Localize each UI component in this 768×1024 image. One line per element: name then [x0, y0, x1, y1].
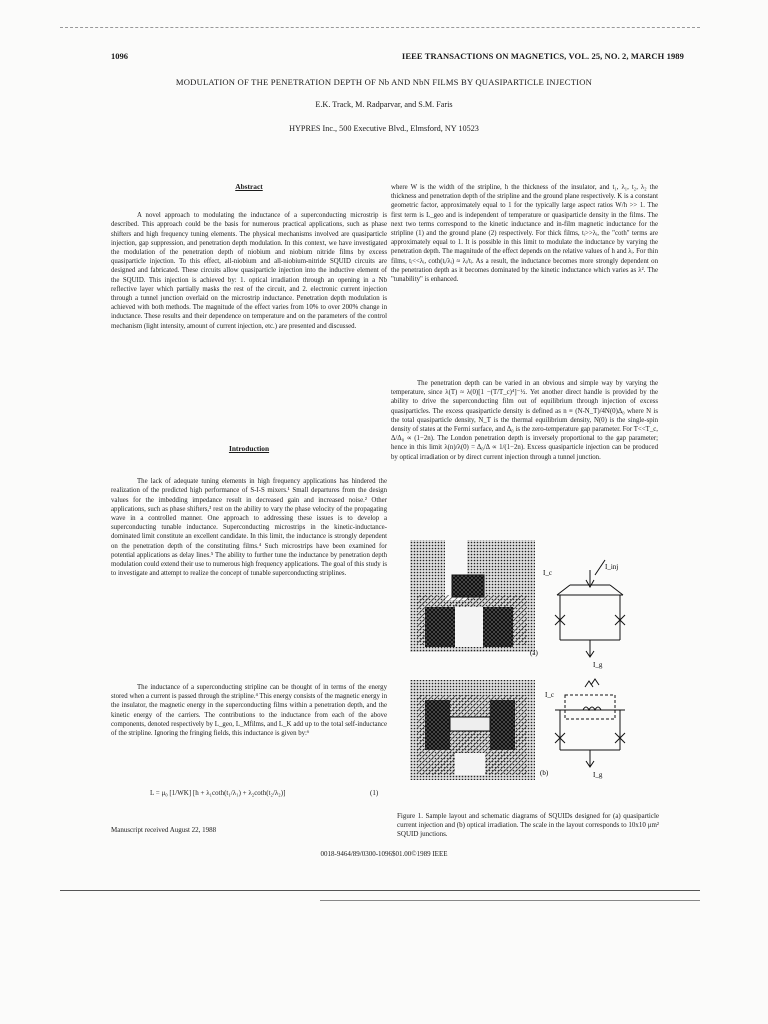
introduction-continued	[111, 683, 387, 738]
abstract-text: A novel approach to modulating the inductance of a superconducting microstrip is described. This approach could be the basis for numerous practical applications, such as phase shifters and high frequency tuning elements. The physical mechanisms involved are quasiparticle injection, gap suppression, and penetration depth modulation. In this context, we have investigated the modulation of the penetration depth of niobium and niobium nitride films by excess quasiparticle injection. To this effect, all-niobium and all-niobium-nitride SQUID circuits are designed and fabricated. These circuits allow quasiparticle injection into the inductive element of the SQUID. This injection is achieved by: 1. optical irradiation through an opening in a Nb reflective layer which partially masks the rest of the circuit, and 2. electronic current injection through a tunnel junction overlaid on the microstrip inductance. Penetration depth modulation is achieved with both methods. The magnitude of the effect varies from 10% to over 200% change in inductance. These results and their dependence on temperature and on the parameters of the control mechanism (light intensity, amount of current injection, etc.) are presented and discussed.	[111, 212, 387, 330]
authors: E.K. Track, M. Radparvar, and S.M. Faris	[315, 100, 453, 109]
layout-b	[410, 680, 535, 780]
label-ig-a: I_g	[593, 661, 603, 669]
introduction-paragraph-2: The inductance of a superconducting stripline can be thought of in terms of the energy stored when a current is passed through the stripline.⁴ This energy consists of the magnetic energy in the insulator, the magnetic energy in the superconducting films within a penetration depth, and the kinetic energy of the carriers. The contributions to the inductance from each of the above components, denoted respectively by L_geo, L_Mfilms, and L_K add up to the total self-inductance of the stripline. Ignoring the fringing fields, this inductance is given by:⁶	[111, 684, 387, 738]
right-paragraph-1	[391, 183, 658, 284]
schematic-b	[555, 679, 625, 767]
schematic-a	[555, 560, 625, 657]
right-text-2: The penetration depth can be varied in an obvious and simple way by varying the temperature, since λ(T) ≈ λ(0)[1 −(T/T_c)⁴]⁻½. Yet another direct handle is provided by the ability to drive the superconducting film out of equilibrium through injection of excess quasiparticles. The excess quasiparticle density is defined as n ≡ (N-N_T)/4N(0)Δ₀ where N is the total quasiparticle density, N_T is the thermal equilibrium density, N(0) is the single-spin density of states at the Fermi surface, and Δ₀ is the zero-temperature gap parameter. For T<<T_c, Δ/Δ₀ ∝ (1−2n). The London penetration depth is inversely proportional to the gap parameter; hence in this limit λ(n)/λ(0) = Δ₀/Δ ∝ 1/(1−2n). Excess quasiparticle injection can be produced by optical irradiation or by direct current injection through a tunnel junction.	[391, 380, 658, 461]
label-ic-a: I_c	[543, 569, 552, 577]
label-iinj: I_inj	[605, 563, 619, 571]
abstract-heading: Abstract	[235, 182, 263, 191]
label-b: (b)	[540, 769, 549, 777]
label-ig-b: I_g	[593, 771, 603, 779]
affiliation: HYPRES Inc., 500 Executive Blvd., Elmsford, NY 10523	[289, 124, 479, 133]
right-paragraph-2	[391, 379, 658, 462]
copyright-line: 0018-9464/89/0300-1096$01.00©1989 IEEE	[320, 850, 448, 858]
figure-caption: Figure 1. Sample layout and schematic diagrams of SQUIDs designed for (a) quasiparticle current injection and (b) optical irradiation. The scale in the layout corresponds to 10x10 μm² SQUID junctions.	[397, 812, 659, 838]
equation-number: (1)	[370, 789, 379, 797]
introduction-paragraph-1: The lack of adequate tuning elements in high frequency applications has hindered the realization of the predicted high performance of S-I-S mixers.¹ Small departures from the design values for the imbedding impedance result in decreased gain and increased noise.² Other applications, such as phase shifters,³ rest on the ability to vary the phase velocity of the propagating wave in a controlled manner. One approach to addressing these issues is to develop a superconducting tunable inductance. Superconducting microstrips in the kinetic-inductance-dominated limit constitute an excellent candidate. In this limit, the inductance is strongly dependent on the penetration depth of the constituting films.⁴ Such microstrips have been examined for potential applications as delay lines.⁵ The ability to further tune the inductance by penetration depth modulation could extend their use to numerous high frequency applications. The goal of this study is to investigate and attempt to realize the concept of tunable superconducting striplines.	[111, 478, 387, 578]
label-ic-b: I_c	[545, 691, 554, 699]
figure-1	[395, 535, 665, 785]
manuscript-note: Manuscript received August 22, 1988	[111, 826, 217, 834]
layout-a	[410, 540, 535, 652]
scan-artifact-bottom-line	[60, 890, 700, 891]
introduction-heading: Introduction	[228, 444, 270, 453]
right-text-1: where W is the width of the stripline, h the thickness of the insulator, and t₁, λ₁, t₂, λ₂ the thickness and penetration depth of the stripline and the ground plane respectively. K is a constant geometric factor, approximately equal to 1 for the typically large aspect ratios W/h >> 1. The first term is L_geo and is independent of temperature or quasiparticle density in the films. The next two terms correspond to the kinetic inductance and in-film magnetic inductance for the stripline (1) and the ground plane (2) respectively. For thick films, tᵢ>>λᵢ, the "coth" terms are approximately equal to 1. It is possible in this limit to modulate the inductance by varying the penetration depth. The magnitude of the effect depends on the relative values of h and λᵢ. For thin films, tᵢ<<λᵢ, coth(tᵢ/λᵢ) ≈ λᵢ/tᵢ. As a result, the inductance becomes more strongly dependent on the penetration depth as it becomes dominated by the kinetic inductance which varies as λ². The "tunability" is enhanced.	[391, 184, 658, 284]
equation-1: L = μ₀ [1/WK] [h + λ₁coth(t₁/λ₁) + λ₂coth(t₂/λ₂)]	[150, 789, 286, 797]
introduction-section	[111, 444, 387, 578]
scan-artifact-bottom-line-2	[320, 900, 700, 901]
page-number: 1096	[111, 51, 128, 61]
abstract-section	[111, 182, 387, 331]
journal-header: IEEE TRANSACTIONS ON MAGNETICS, VOL. 25, NO. 2, MARCH 1989	[401, 51, 684, 61]
paper-title: MODULATION OF THE PENETRATION DEPTH OF Nb AND NbN FILMS BY QUASIPARTICLE INJECTION	[175, 77, 593, 87]
scan-artifact-top	[60, 27, 700, 28]
label-a: (a)	[530, 649, 538, 657]
